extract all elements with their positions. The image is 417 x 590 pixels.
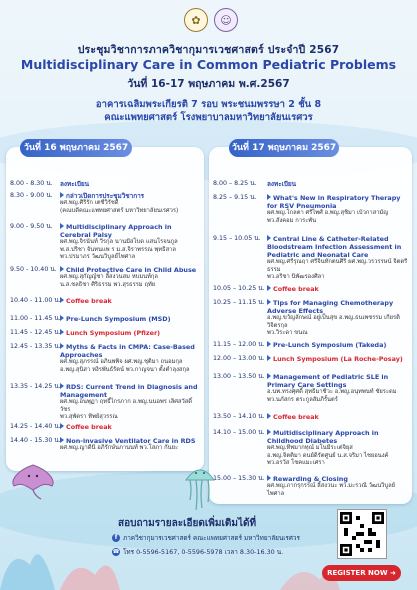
session-title-text: Coffee break	[273, 413, 319, 421]
university-seal-icon: ✿	[184, 8, 208, 32]
qr-code[interactable]	[338, 510, 386, 558]
bullet-icon	[60, 383, 64, 389]
day1-schedule	[6, 143, 204, 471]
session-title	[267, 429, 408, 445]
stingray-illustration	[8, 460, 58, 500]
arrow-right-icon: ➜	[390, 569, 396, 577]
session-title-text: RDS: Current Trend in Diagnosis and Management	[60, 383, 198, 399]
schedule-body	[60, 437, 200, 453]
session-title-text: Rewarding & Closing	[273, 475, 348, 483]
session-title	[267, 373, 408, 389]
session-title-text: Lunch Symposium (La Roche-Posay)	[273, 355, 403, 363]
schedule-item	[209, 341, 408, 349]
session-title	[60, 223, 200, 239]
schedule-item	[6, 266, 200, 289]
qr-code-pattern	[340, 512, 384, 556]
session-title-text: What's New in Respiratory Therapy for RSV Pneumonia	[267, 194, 401, 210]
schedule-item	[6, 423, 200, 431]
session-title-text: Central Line & Catheter-Related Bloodstream Infection Assessment in Pediatric and Neonatal Care	[267, 235, 402, 259]
schedule-time: 15.00 – 15.30 น.	[213, 475, 265, 482]
session-title	[267, 475, 408, 483]
schedule-body	[60, 192, 200, 215]
schedule-body	[267, 413, 408, 421]
schedule-body	[60, 423, 200, 431]
schedule-time: 13.00 – 13.50 น.	[213, 373, 265, 380]
schedule-body	[267, 285, 408, 293]
session-title-text: Child Protective Care in Child Abuse	[66, 266, 197, 274]
venue	[0, 98, 417, 124]
schedule-item	[209, 180, 408, 188]
bullet-icon	[60, 266, 64, 272]
session-title-text: Management of Pediatric SLE in Primary Care Settings	[267, 373, 389, 389]
session-speakers: ผศ.พญ.จิรนันท์ วีรกุล นานมีสโบด แสนโรจนกูล พ.ส.ปริชา จันทนแพ ร ม.ส.จิราพรรณ พุทธิสาล พว.ปรมาภร วัฒนวิบูลย์ไพศาล	[60, 239, 178, 260]
session-title-text: Coffee break	[273, 285, 319, 293]
schedule-body	[60, 383, 200, 422]
schedule-body	[267, 355, 408, 363]
bullet-icon	[60, 437, 64, 443]
conference-dates: วันที่ 16-17 พฤษภาคม พ.ศ.2567	[127, 78, 290, 90]
schedule-time: 13.50 – 14.10 น.	[213, 413, 265, 420]
schedule-time: 14.10 – 15.00 น.	[213, 429, 265, 436]
bullet-icon	[267, 373, 271, 379]
schedule-item	[6, 192, 200, 215]
session-title	[60, 383, 200, 399]
session-speakers: ผศ.พญ.สุภรรณ์ อภินพพิจ ผศ.พญ.ชุติมา ถนอมกุล อ.พญ.สุนิสา หงิรพันธ์รัตน์ พว.กาญจนา ตั้งตำลุงสกุล	[60, 359, 190, 373]
phone-icon: ☎	[112, 549, 120, 555]
schedule-body	[60, 266, 200, 289]
bullet-icon	[267, 194, 271, 200]
schedule-body	[267, 194, 408, 225]
facebook-icon: f	[112, 534, 120, 542]
schedule-item	[209, 285, 408, 293]
bullet-icon	[60, 223, 64, 229]
session-title-text: Tips for Managing Chemotherapy Adverse Effects	[267, 299, 394, 315]
logos	[184, 8, 238, 32]
session-title-text: Myths & Facts in CMPA: Case-Based Approaches	[60, 343, 195, 359]
session-speakers: ผศ.พญ.ญาดีนี อภิรักษ์นภานนท์ พว.โสภา กันยะ	[60, 445, 179, 451]
schedule-item	[209, 355, 408, 363]
schedule-time: 8.25 – 9.15 น.	[213, 194, 257, 201]
schedule-time: 9.00 - 9.50 น.	[10, 223, 53, 230]
schedule-body	[60, 315, 200, 323]
contact-heading: สอบถามรายละเอียดเพิ่มเติมได้ที่	[118, 518, 257, 529]
facebook-page-name: ภาควิชากุมารเวชศาสตร์ คณะแพทยศาสตร์ มหาวิทยาลัยนเรศวร	[123, 534, 300, 542]
schedule-body	[60, 297, 200, 305]
session-title	[267, 413, 408, 421]
session-title-text: Lunch Symposium (Pfizer)	[66, 329, 161, 337]
schedule-time: 14.40 - 15.30 น.	[10, 437, 61, 444]
schedule-item	[6, 180, 200, 188]
session-title	[267, 299, 408, 315]
schedule-body	[267, 180, 408, 188]
bullet-icon	[60, 329, 64, 335]
schedule-body	[267, 341, 408, 349]
session-title-text: Coffee break	[66, 297, 112, 305]
day2-header: วันที่ 17 พฤษภาคม 2567	[229, 139, 339, 157]
phone-contact[interactable]	[112, 547, 283, 557]
schedule-body	[267, 235, 408, 282]
schedule-time: 8.00 – 8.25 น.	[213, 180, 257, 187]
bullet-icon	[267, 235, 271, 241]
session-speakers: อ.พญ.ขวัญลักษณ์ อยู่เป็นสุข อ.พญ.ธนเพชรรม เกียรติวิจิตรกุล พว.วิระดา ขนณ	[267, 315, 400, 336]
session-title	[267, 285, 408, 293]
bullet-icon	[60, 423, 64, 429]
session-title	[60, 297, 200, 305]
session-speakers: ผศ.พญ.ศรีรุณฤา ศรีจินทักตนศิริ ผศ.พญ.วรวรรษน์ จิตตรีธรรม พว.อริชา นิพัฒรองศิลา	[267, 259, 408, 280]
session-speakers: ผศ.พญ.ทิพมากทุณ์ มโนมีระเต่จิยุส อ.พญ.จิตติมา ดนย์ดิรัตศูนย์ น.ส.จริมา ไชยอนงค์ พว.อรวัส โชคแมะเศรา	[267, 445, 389, 466]
session-speakers: ผศ.พญ.ศิริรัก เตชีวิรัชดี (คณบดีคณะแพทยศาสตร์ มหาวิทยาลัยนเรศวร)	[60, 200, 179, 214]
register-now-button[interactable]	[322, 565, 401, 581]
bullet-icon	[60, 192, 64, 198]
schedule-time: 10.40 - 11.00 น.	[10, 297, 61, 304]
session-speakers: อ.นพ.ทรงศุศดิ์ สุทธิมาชีวะ อ.พญ.อนุทพนท์ ชัยระดม พว.นภัสกร ตระกูลสัมภิรั้นตร์	[267, 389, 397, 403]
bullet-icon	[60, 315, 64, 321]
schedule-time: 14.25 - 14.40 น.	[10, 423, 61, 430]
session-title	[60, 423, 200, 431]
register-label: REGISTER NOW	[327, 569, 388, 577]
session-title	[267, 235, 408, 259]
schedule-time: 10.25 – 11.15 น.	[213, 299, 265, 306]
schedule-time: 11.15 – 12.00 น.	[213, 341, 265, 348]
schedule-item	[6, 297, 200, 305]
venue-building: อาคารเฉลิมพระเกียรติ 7 รอบ พระชนมพรรษา 2 ชั้น 8	[95, 99, 322, 110]
venue-faculty: คณะแพทยศาสตร์ โรงพยาบาลมหาวิทยาลัยนเรศวร	[104, 112, 313, 123]
bullet-icon	[60, 297, 64, 303]
bullet-icon	[267, 429, 271, 435]
session-speakers: ผศ.พญ.สุกัญญ์ชา ลี้สงวนสม หบมนท์กุล น.ส.ชลธิชา ศิริธรรม พว.สุรธรรม ฤทัย	[60, 274, 158, 288]
schedule-time: 12.00 – 13.00 น.	[213, 355, 265, 362]
schedule-item	[6, 343, 200, 374]
session-title	[267, 194, 408, 210]
session-title-text: Pre-Lunch Symposium (Takeda)	[273, 341, 387, 349]
bullet-icon	[267, 299, 271, 305]
schedule-item	[209, 429, 408, 468]
session-speakers: ผศ.พญ.อนพุฏา ฤทธิ์ไกรภาก อ.พญ.นนอพร เลิศสวัสดิ์วัชร พว.สุพัตรา ทิพย์สุวรรณ	[60, 399, 193, 420]
schedule-time: 11.00 - 11.45 น.	[10, 315, 61, 322]
bullet-icon	[267, 475, 271, 481]
day1-header: วันที่ 16 พฤษภาคม 2567	[20, 139, 132, 157]
session-title-text: ลงทะเบียน	[267, 180, 297, 188]
schedule-time: 8.00 - 8.30 น.	[10, 180, 53, 187]
bullet-icon	[267, 355, 271, 361]
schedule-item	[6, 383, 200, 422]
session-title-text: กล่าวเปิดการประชุมวิชาการ	[66, 192, 145, 200]
session-title	[60, 266, 200, 274]
schedule-time: 9.50 - 10.40 น.	[10, 266, 57, 273]
session-title	[267, 355, 408, 363]
schedule-time: 12.45 - 13.35 น.	[10, 343, 61, 350]
schedule-body	[60, 343, 200, 374]
session-title	[60, 315, 200, 323]
schedule-item	[6, 223, 200, 262]
schedule-body	[267, 475, 408, 498]
session-title	[60, 192, 200, 200]
session-title-text: Coffee break	[66, 423, 112, 431]
session-title-text: Non-invasive Ventilator Care in RDS	[66, 437, 196, 445]
schedule-item	[209, 194, 408, 225]
session-title	[60, 343, 200, 359]
bullet-icon	[267, 285, 271, 291]
schedule-time: 10.05 – 10.25 น.	[213, 285, 265, 292]
session-speakers: ผศ.พญ.โกลตา ศรีไพศ์ อ.พญ.สุชิมา เบ้วกาสามัญ พว.สังคอม การะพัน	[267, 210, 389, 224]
schedule-item	[6, 437, 200, 453]
session-speakers: ผศ.พญ.ภากรุกรรณ์ ลี้สงวนะ พว.มะรวณี วัฒนวิบูลย์ไพศาล	[267, 483, 396, 497]
bullet-icon	[60, 343, 64, 349]
schedule-item	[6, 329, 200, 337]
conference-title-thai: ประชุมวิชาการภาควิชากุมารเวชศาสตร์ ประจำปี 2567	[77, 44, 340, 56]
schedule-body	[267, 429, 408, 468]
schedule-body	[60, 329, 200, 337]
facebook-contact[interactable]	[112, 533, 300, 543]
schedule-item	[209, 373, 408, 404]
phone-text: โทร 0-5596-5167, 0-5596-5978 เวลา 8.30-16.30 น.	[123, 548, 284, 556]
schedule-item	[6, 315, 200, 323]
day2-schedule	[209, 143, 412, 504]
session-title	[267, 341, 408, 349]
schedule-time: 9.15 – 10.05 น.	[213, 235, 261, 242]
schedule-body	[60, 180, 200, 188]
session-title	[60, 437, 200, 445]
schedule-item	[209, 413, 408, 421]
session-title	[60, 180, 200, 188]
schedule-body	[60, 223, 200, 262]
schedule-item	[209, 235, 408, 282]
session-title	[267, 180, 408, 188]
schedule-time: 8.30 - 9.00 น.	[10, 192, 53, 199]
department-logo-icon: ☺	[214, 8, 238, 32]
bullet-icon	[267, 341, 271, 347]
session-title	[60, 329, 200, 337]
schedule-body	[267, 299, 408, 338]
session-title-text: Multidisciplinary Approach in Cerebral Palsy	[60, 223, 172, 239]
session-title-text: Pre-Lunch Symposium (MSD)	[66, 315, 171, 323]
schedule-body	[267, 373, 408, 404]
schedule-item	[209, 475, 408, 498]
schedule-time: 13.35 - 14.25 น.	[10, 383, 61, 390]
conference-title-english: Multidisciplinary Care in Common Pediatric Problems	[20, 57, 397, 72]
session-title-text: ลงทะเบียน	[60, 180, 90, 188]
bullet-icon	[267, 413, 271, 419]
session-title-text: Multidisciplinary Approach in Childhood Diabetes	[267, 429, 379, 445]
schedule-time: 11.45 - 12.45 น.	[10, 329, 61, 336]
schedule-item	[209, 299, 408, 338]
